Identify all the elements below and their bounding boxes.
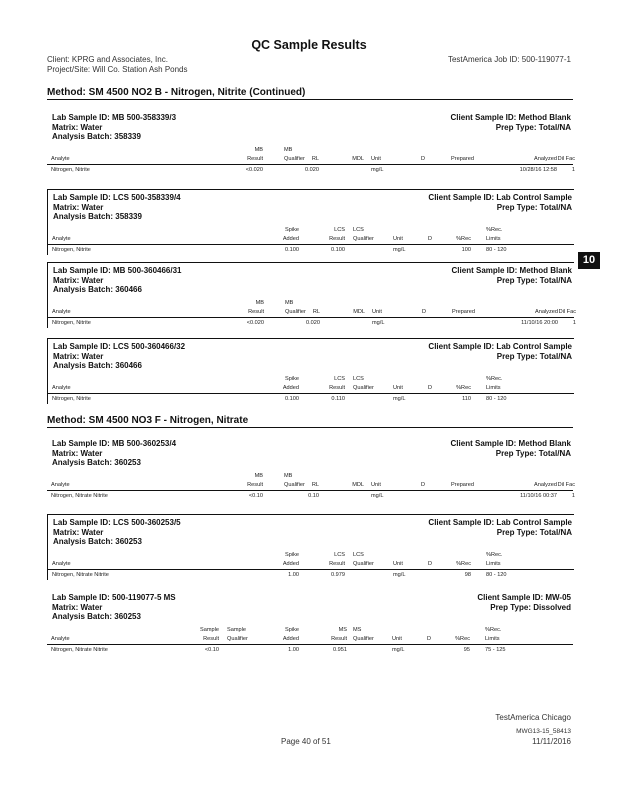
client-sample: Client Sample ID: Lab Control Sample [428,518,572,527]
table-row [48,571,574,580]
table-cell: 11/10/16 20:00 [521,320,558,326]
column-header: Limits [486,385,501,391]
table-row [47,646,573,655]
sample-meta [47,110,573,146]
table-cell: <0.10 [204,647,219,653]
table-cell: 1.00 [288,647,299,653]
prep-type: Prep Type: Total/NA [495,448,571,458]
table-cell: 95 [463,647,470,653]
column-header: %Rec [456,236,471,242]
column-header: LCS [353,552,364,558]
column-header: Spike [285,627,299,633]
table-cell: mg/L [393,572,406,578]
column-header: MS [338,627,347,633]
column-header: %Rec. [486,227,503,233]
lab-sample: Lab Sample ID: MB 500-358339/3 [52,113,177,122]
table-cell: 0.100 [285,396,299,402]
table-cell: 0.110 [331,396,345,402]
column-header: Qualifier [284,156,305,162]
column-header: LCS [334,227,345,233]
column-header: Spike [285,227,299,233]
batch: Analysis Batch: 358339 [53,212,142,221]
column-header: Unit [393,561,403,567]
column-header: Analyte [52,561,71,567]
column-header: D [421,309,426,315]
sample-meta [48,263,574,299]
sample-meta-right [428,342,572,361]
table-header-top [47,626,573,635]
job-id: TestAmerica Job ID: 500-119077-1 [447,55,571,64]
table-header [48,560,574,569]
column-header: Analyte [51,482,70,488]
table-cell: 0.020 [306,320,320,326]
column-header: Added [282,385,299,391]
prep-type: Prep Type: Total/NA [496,351,572,361]
batch: Analysis Batch: 358339 [52,132,141,141]
table-cell: 10/28/16 12:58 [519,167,557,173]
sample-meta [47,590,573,626]
sample-meta-left [53,342,185,371]
prep-type: Prep Type: Total/NA [495,122,571,132]
column-header: Analyte [51,636,70,642]
column-header: Result [247,156,263,162]
column-header: D [427,236,432,242]
table-cell: 98 [464,572,471,578]
column-header: Analyte [51,156,70,162]
table-cell: 1.00 [288,572,299,578]
qc-sample-block [47,436,573,501]
qc-sample-block [47,110,573,175]
table-cell: 110 [462,396,471,402]
column-header: D [420,482,425,488]
table-cell: mg/L [393,396,406,402]
column-header: Prepared [450,482,474,488]
matrix: Matrix: Water [53,527,104,537]
table-cell: 100 [461,247,471,253]
column-header: Dil Fac [558,309,576,315]
table-cell: mg/L [392,647,405,653]
table-header-top [48,226,574,235]
table-cell: mg/L [393,247,406,253]
table-cell: Nitrogen, Nitrite [52,320,91,326]
column-header: Qualifier [353,385,374,391]
column-header: MDL [352,156,364,162]
table-row [48,395,574,404]
table-header-top [47,472,573,481]
table-header [48,308,574,317]
method-title: Method: SM 4500 NO3 F - Nitrogen, Nitrate [47,415,573,428]
sample-meta-left [52,439,176,468]
column-header: MB [254,473,263,479]
sample-meta-right [477,593,571,612]
table-header [47,635,573,644]
footer-company: TestAmerica Chicago [495,713,571,722]
batch: Analysis Batch: 360253 [52,458,141,467]
column-header: Qualifier [227,636,248,642]
sample-meta [48,515,574,551]
lab-sample: Lab Sample ID: MB 500-360466/31 [53,266,182,275]
table-cell: 80 - 120 [486,396,507,402]
table-header [48,235,574,244]
qc-sample-block [47,262,574,328]
batch: Analysis Batch: 360253 [52,612,141,621]
column-header: LCS [353,376,364,382]
qc-sample-block [47,514,574,580]
table-header-top [47,146,573,155]
prep-type: Prep Type: Total/NA [496,275,572,285]
column-header: %Rec [456,561,471,567]
footer-date: 11/11/2016 [532,737,571,746]
column-header: Prepared [451,309,475,315]
column-header: Unit [371,156,381,162]
column-header: Qualifier [284,482,305,488]
column-header: LCS [334,376,345,382]
table-header-top [48,375,574,384]
sample-meta-right [428,518,572,537]
footer-page-number: Page 40 of 51 [281,737,331,746]
prep-type: Prep Type: Dissolved [490,602,571,612]
lab-sample: Lab Sample ID: LCS 500-360466/32 [53,342,186,351]
sample-meta-right [451,439,571,458]
table-cell: 80 - 120 [486,247,507,253]
table-cell: 1 [571,167,575,173]
column-header: Spike [285,552,299,558]
column-header: MB [255,300,264,306]
client-name: Client: KPRG and Associates, Inc. [47,55,168,64]
column-header: Analyte [52,309,71,315]
client-sample: Client Sample ID: Method Blank [451,266,572,275]
column-header: MS [353,627,362,633]
column-header: Analyte [52,385,71,391]
table-cell: Nitrogen, Nitrite [52,247,91,253]
column-header: LCS [334,552,345,558]
column-header: MB [285,300,294,306]
table-cell: <0.10 [248,493,263,499]
matrix: Matrix: Water [53,275,104,285]
column-header: Sample [200,627,219,633]
report-title: QC Sample Results [251,38,367,52]
table-header [47,481,573,490]
matrix: Matrix: Water [52,448,103,458]
sample-meta-left [53,518,181,547]
table-cell: 80 - 120 [486,572,507,578]
method-title: Method: SM 4500 NO2 B - Nitrogen, Nitrite (Continued) [47,87,573,100]
column-header: Unit [393,385,403,391]
sample-meta-left [52,593,176,622]
column-header: Result [248,309,264,315]
column-header: D [427,385,432,391]
matrix: Matrix: Water [52,602,103,612]
prep-type: Prep Type: Total/NA [496,527,572,537]
column-header: Result [331,636,347,642]
column-header: MDL [352,482,364,488]
table-cell: 75 - 125 [485,647,506,653]
column-header: Result [329,236,345,242]
table-cell: 0.020 [305,167,319,173]
table-header-top [48,299,574,308]
column-header: Added [282,236,299,242]
column-header: Result [203,636,219,642]
table-cell: Nitrogen, Nitrate Nitrite [51,647,108,653]
column-header: RL [312,309,320,315]
column-header: Analyzed [533,482,557,488]
sample-meta-left [53,266,182,295]
sample-meta-right [452,266,572,285]
matrix: Matrix: Water [52,122,103,132]
column-header: Qualifier [353,561,374,567]
lab-sample: Lab Sample ID: LCS 500-358339/4 [53,193,181,202]
column-header: MB [254,147,263,153]
table-cell: 0.100 [331,247,345,253]
table-cell: Nitrogen, Nitrite [51,167,90,173]
column-header: Unit [371,482,381,488]
column-header: Added [282,561,299,567]
column-header: MB [284,147,293,153]
matrix: Matrix: Water [53,351,104,361]
sample-meta-left [52,113,176,142]
column-header: MDL [353,309,365,315]
section-tab: 10 [578,252,600,269]
batch: Analysis Batch: 360466 [53,361,142,370]
column-header: Unit [392,636,402,642]
column-header: Prepared [450,156,474,162]
table-cell: Nitrogen, Nitrite [52,396,91,402]
table-row [48,319,574,328]
table-cell: <0.020 [246,320,264,326]
table-header-top [48,551,574,560]
column-header: Unit [372,309,382,315]
column-header: Qualifier [353,636,374,642]
table-row [48,246,574,255]
sample-meta [48,339,574,375]
table-cell: mg/L [372,320,385,326]
client-sample: Client Sample ID: Method Blank [450,113,571,122]
lab-sample: Lab Sample ID: 500-119077-5 MS [52,593,176,602]
column-header: %Rec. [486,552,503,558]
client-sample: Client Sample ID: Lab Control Sample [428,342,572,351]
table-cell: 11/10/16 00:37 [520,493,557,499]
qc-sample-block [47,189,574,255]
batch: Analysis Batch: 360466 [53,285,142,294]
column-header: Spike [285,376,299,382]
column-header: Result [247,482,263,488]
lab-sample: Lab Sample ID: MB 500-360253/4 [52,439,177,448]
column-header: Analyte [52,236,71,242]
column-header: D [427,561,432,567]
column-header: Analyzed [534,309,558,315]
column-header: Limits [486,236,501,242]
column-header: LCS [353,227,364,233]
table-row [47,166,573,175]
column-header: Dil Fac [557,156,575,162]
table-cell: 1 [572,320,576,326]
table-cell: Nitrogen, Nitrate Nitrite [51,493,108,499]
batch: Analysis Batch: 360253 [53,537,142,546]
client-sample: Client Sample ID: Lab Control Sample [428,193,572,202]
sample-meta [48,190,574,226]
sample-meta [47,436,573,472]
table-cell: Nitrogen, Nitrate Nitrite [52,572,109,578]
table-cell: mg/L [371,167,384,173]
client-sample: Client Sample ID: MW-05 [477,593,571,602]
column-header: D [420,156,425,162]
qc-sample-block [47,590,573,655]
project-site: Project/Site: Will Co. Station Ash Ponds [47,65,188,74]
table-cell: 0.10 [308,493,319,499]
column-header: D [426,636,431,642]
column-header: Unit [393,236,403,242]
prep-type: Prep Type: Total/NA [496,202,572,212]
column-header: Analyzed [533,156,557,162]
qc-sample-block [47,338,574,404]
column-header: Limits [486,561,501,567]
table-cell: 0.100 [285,247,299,253]
column-header: RL [311,156,319,162]
column-header: Sample [227,627,246,633]
client-sample: Client Sample ID: Method Blank [450,439,571,448]
table-cell: mg/L [371,493,384,499]
table-row [47,492,573,501]
table-cell: 0.979 [331,572,345,578]
column-header: %Rec [455,636,470,642]
lab-sample: Lab Sample ID: LCS 500-360253/5 [53,518,181,527]
column-header: Added [282,636,299,642]
table-header [47,155,573,164]
sample-meta-right [428,193,572,212]
sample-meta-left [53,193,181,222]
column-header: %Rec. [485,627,502,633]
table-cell: 1 [571,493,575,499]
column-header: Dil Fac [557,482,575,488]
column-header: MB [284,473,293,479]
table-cell: 0.951 [333,647,347,653]
sample-meta-right [451,113,571,132]
column-header: Result [329,561,345,567]
matrix: Matrix: Water [53,202,104,212]
table-header [48,384,574,393]
column-header: Limits [485,636,500,642]
table-cell: <0.020 [245,167,263,173]
column-header: Result [329,385,345,391]
column-header: RL [311,482,319,488]
column-header: Qualifier [353,236,374,242]
column-header: %Rec [456,385,471,391]
column-header: Qualifier [285,309,306,315]
column-header: %Rec. [486,376,503,382]
footer-doc-code: MWG13-15_58413 [516,728,571,735]
